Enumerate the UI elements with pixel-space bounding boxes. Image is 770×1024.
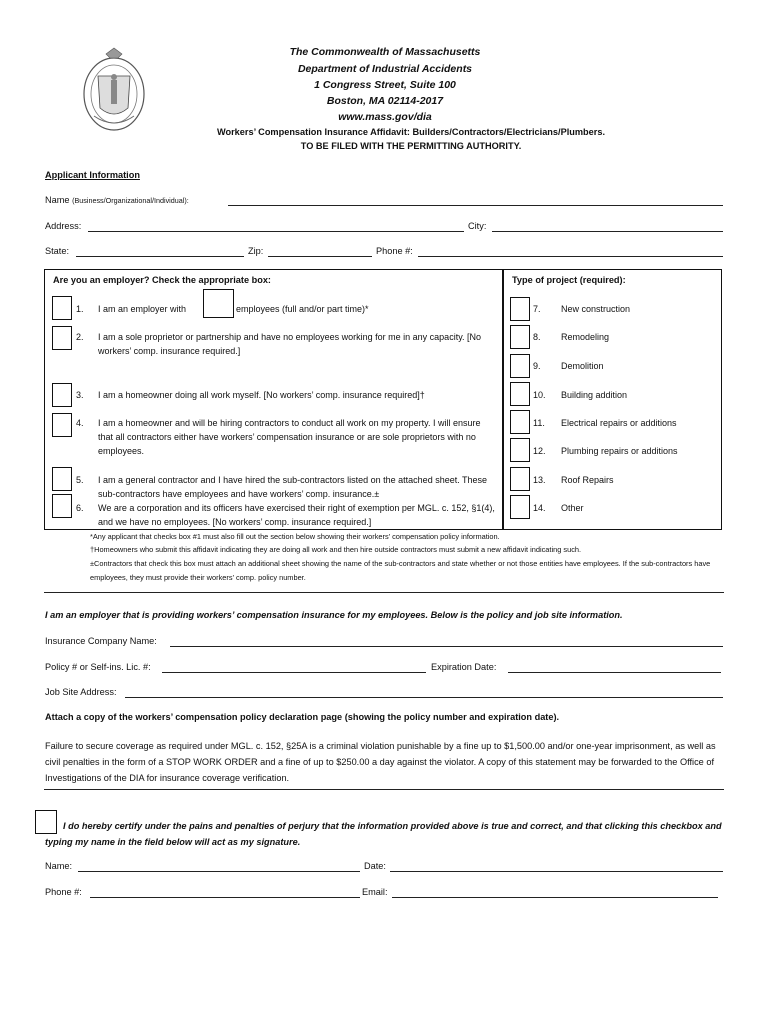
project-checkbox-8[interactable] bbox=[510, 325, 530, 349]
item-3-num: 3. bbox=[76, 390, 84, 400]
policy-number-field[interactable] bbox=[162, 663, 426, 673]
item-2-num: 2. bbox=[76, 332, 84, 342]
item-4-text: I am a homeowner and will be hiring contractors to conduct all work on my property. I will ensure that all contractors either have workers’ compensation insurance or are sole proprietors with no employees. bbox=[98, 418, 481, 456]
item-5-num: 5. bbox=[76, 475, 84, 485]
project-checkbox-13[interactable] bbox=[510, 467, 530, 491]
employer-checkbox-4[interactable] bbox=[52, 413, 72, 437]
project-7-num: 7. bbox=[533, 304, 541, 314]
note-contractor: ±Contractors that check this box must attach an additional sheet showing the name of the sub-contractors and state whether or not those entities have employees. If the sub-contractors have employees, they must provide their workers’ comp. policy number. bbox=[90, 559, 711, 582]
zip-field[interactable] bbox=[268, 247, 372, 257]
signer-name-label: Name: bbox=[45, 861, 73, 871]
state-label: State: bbox=[45, 246, 70, 256]
project-checkbox-12[interactable] bbox=[510, 438, 530, 462]
penalty-statement: Failure to secure coverage as required under MGL. c. 152, §25A is a criminal violation punishable by a fine up to $1,500.00 and/or one-year imprisonment, as well as civil penalties in the form of a STOP WORK ORDER and a fine of up to $250.00 a day against the violator. A copy of this statement may be forwarded to the Office of Investigations of the DIA for insurance coverage verification. bbox=[45, 741, 716, 783]
project-10-label: Building addition bbox=[561, 390, 628, 400]
item-6-num: 6. bbox=[76, 503, 84, 513]
project-checkbox-11[interactable] bbox=[510, 410, 530, 434]
address-field[interactable] bbox=[88, 222, 464, 232]
signer-phone-label: Phone #: bbox=[45, 887, 82, 897]
address-label: Address: bbox=[45, 221, 82, 231]
note-employer: *Any applicant that checks box #1 must also fill out the section below showing their workers’ compensation policy information. bbox=[90, 532, 500, 541]
project-7-label: New construction bbox=[561, 304, 631, 314]
note-homeowner: †Homeowners who submit this affidavit indicating they are doing all work and then hire outside contractors must submit a new affidavit indicating such. bbox=[90, 545, 582, 554]
project-8-num: 8. bbox=[533, 332, 541, 342]
name-label bbox=[45, 195, 189, 205]
insurance-company-label: Insurance Company Name: bbox=[45, 636, 157, 646]
header-line-1: The Commonwealth of Massachusetts bbox=[289, 46, 481, 58]
project-8-label: Remodeling bbox=[561, 332, 610, 342]
signer-date-field[interactable] bbox=[390, 862, 723, 872]
zip-label: Zip: bbox=[248, 246, 264, 256]
form-title: Workers’ Compensation Insurance Affidavit: Builders/Contractors/Electricians/Plumbers. bbox=[216, 127, 606, 137]
section-divider-1 bbox=[44, 592, 724, 593]
attach-note: Attach a copy of the workers’ compensation policy declaration page (showing the policy number and expiration date). bbox=[45, 712, 560, 722]
project-checkbox-10[interactable] bbox=[510, 382, 530, 406]
item-4-num: 4. bbox=[76, 418, 84, 428]
project-11-num: 11. bbox=[533, 418, 545, 428]
project-12-label: Plumbing repairs or additions bbox=[561, 446, 678, 456]
project-13-label: Roof Repairs bbox=[561, 475, 614, 485]
insurance-company-field[interactable] bbox=[170, 637, 723, 647]
jobsite-address-field[interactable] bbox=[125, 688, 723, 698]
jobsite-label: Job Site Address: bbox=[45, 687, 117, 697]
project-type-title: Type of project (required): bbox=[512, 275, 626, 285]
project-10-num: 10. bbox=[533, 390, 546, 400]
item-1-num: 1. bbox=[76, 304, 84, 314]
policy-label: Policy # or Self-ins. Lic. #: bbox=[45, 662, 151, 672]
section-divider-2 bbox=[44, 789, 724, 790]
city-label: City: bbox=[468, 221, 487, 231]
phone-label: Phone #: bbox=[376, 246, 413, 256]
employer-checkbox-3[interactable] bbox=[52, 383, 72, 407]
employer-checkbox-5[interactable] bbox=[52, 467, 72, 491]
form-subtitle: TO BE FILED WITH THE PERMITTING AUTHORITY. bbox=[300, 141, 522, 151]
item-6-text: We are a corporation and its officers have exercised their right of exemption per MGL. c. 152, §1(4), and we have no employees. [No workers’ comp. insurance required.] bbox=[98, 503, 495, 527]
item-1-text-b: employees (full and/or part time)* bbox=[236, 304, 369, 314]
name-label-text: Name bbox=[45, 195, 70, 205]
signer-email-field[interactable] bbox=[392, 888, 718, 898]
name-hint: (Business/Organizational/Individual): bbox=[72, 196, 189, 205]
project-14-label: Other bbox=[561, 503, 584, 513]
business-name-field[interactable] bbox=[228, 196, 723, 206]
header-line-3: 1 Congress Street, Suite 100 bbox=[314, 79, 456, 91]
project-12-num: 12. bbox=[533, 446, 546, 456]
project-checkbox-7[interactable] bbox=[510, 297, 530, 321]
certify-statement: I do hereby certify under the pains and penalties of perjury that the information provided above is true and correct, and that clicking this checkbox and typing my name in the field below will act as my signature. bbox=[45, 821, 722, 847]
signer-email-label: Email: bbox=[362, 887, 388, 897]
signer-name-field[interactable] bbox=[78, 862, 360, 872]
expiration-label: Expiration Date: bbox=[431, 662, 497, 672]
signer-phone-field[interactable] bbox=[90, 888, 360, 898]
employer-checkbox-6[interactable] bbox=[52, 494, 72, 518]
phone-field[interactable] bbox=[418, 247, 723, 257]
project-checkbox-14[interactable] bbox=[510, 495, 530, 519]
project-9-num: 9. bbox=[533, 361, 541, 371]
item-3-text: I am a homeowner doing all work myself. [No workers’ comp. insurance required]† bbox=[98, 390, 425, 400]
employer-checkbox-2[interactable] bbox=[52, 326, 72, 350]
employee-count-input[interactable] bbox=[203, 289, 234, 318]
employer-question: Are you an employer? Check the appropriate box: bbox=[53, 275, 271, 285]
item-1-text-a: I am an employer with bbox=[98, 304, 187, 314]
city-field[interactable] bbox=[492, 222, 723, 232]
expiration-date-field[interactable] bbox=[508, 663, 721, 673]
project-13-num: 13. bbox=[533, 475, 546, 485]
applicant-section-title: Applicant Information bbox=[45, 170, 140, 180]
header-line-5: www.mass.gov/dia bbox=[338, 111, 432, 123]
state-field[interactable] bbox=[76, 247, 244, 257]
signer-date-label: Date: bbox=[364, 861, 386, 871]
insurance-intro: I am an employer that is providing workers’ compensation insurance for my employees. Below is the policy and job site information. bbox=[45, 610, 623, 620]
header-line-2: Department of Industrial Accidents bbox=[297, 63, 473, 75]
item-5-text: I am a general contractor and I have hired the sub-contractors listed on the attached sheet. These sub-contractors have employees and have workers’ comp. insurance.± bbox=[98, 475, 488, 499]
employer-checkbox-1[interactable] bbox=[52, 296, 72, 320]
header-line-4: Boston, MA 02114-2017 bbox=[326, 95, 444, 107]
project-14-num: 14. bbox=[533, 503, 546, 513]
project-11-label: Electrical repairs or additions bbox=[561, 418, 677, 428]
item-2-text: I am a sole proprietor or partnership and have no employees working for me in any capacity. [No workers’ comp. insurance required.] bbox=[98, 332, 482, 356]
project-checkbox-9[interactable] bbox=[510, 354, 530, 378]
project-9-label: Demolition bbox=[561, 361, 604, 371]
